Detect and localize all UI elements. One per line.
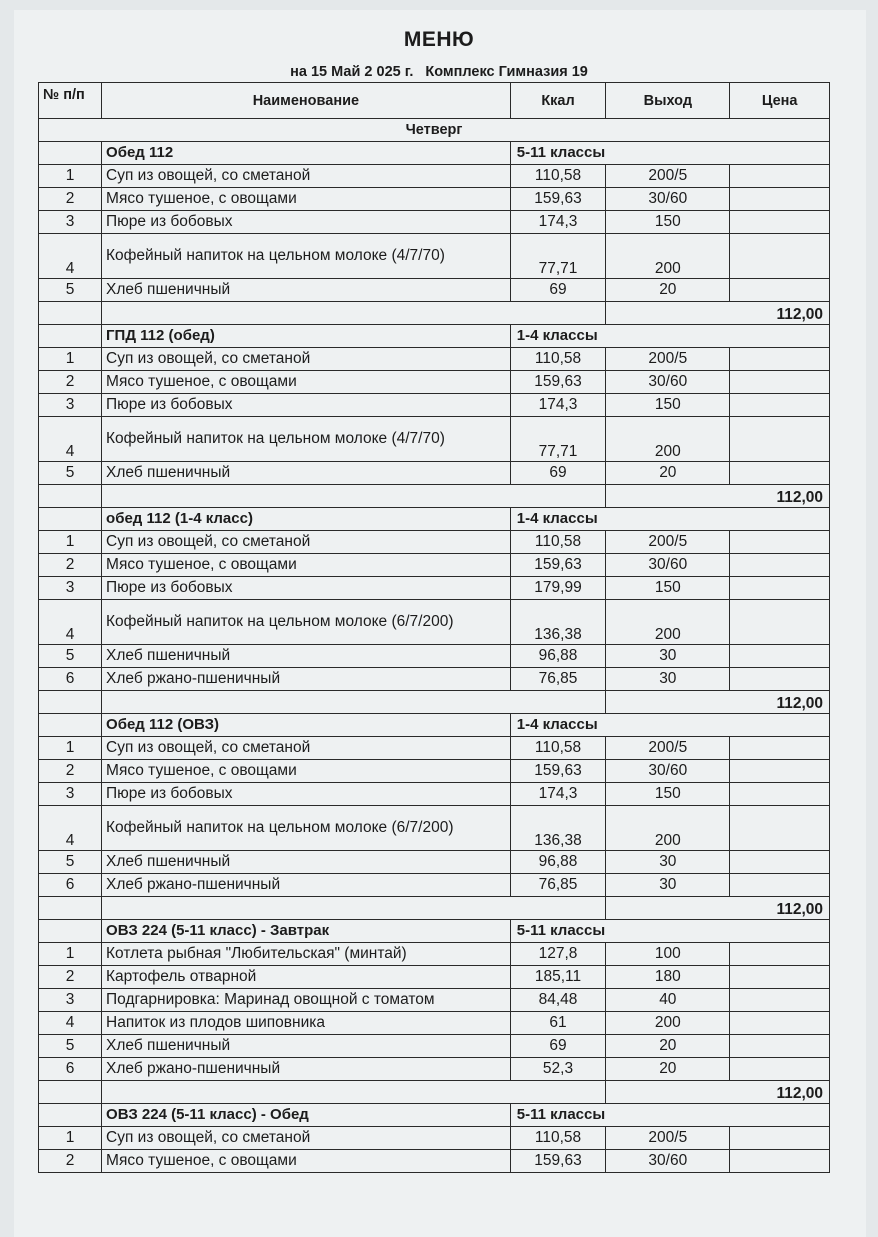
item-yield: 200/5	[606, 1127, 730, 1150]
section-blank-cell	[39, 1104, 102, 1127]
item-yield: 200	[606, 234, 730, 279]
item-yield: 150	[606, 211, 730, 234]
item-name: Хлеб ржано-пшеничный	[102, 668, 511, 691]
menu-complex: Комплекс Гимназия 19	[425, 64, 588, 80]
item-number: 4	[39, 1012, 102, 1035]
item-price	[730, 668, 830, 691]
table-row	[39, 737, 830, 760]
table-row	[39, 1035, 830, 1058]
item-price	[730, 554, 830, 577]
item-name: Мясо тушеное, с овощами	[102, 554, 511, 577]
item-kcal: 96,88	[510, 851, 606, 874]
item-name: Хлеб ржано-пшеничный	[102, 1058, 511, 1081]
item-kcal: 159,63	[510, 760, 606, 783]
section-classes: 1-4 классы	[510, 508, 829, 531]
item-number: 6	[39, 874, 102, 897]
item-name: Пюре из бобовых	[102, 577, 511, 600]
item-number: 1	[39, 1127, 102, 1150]
item-kcal: 76,85	[510, 874, 606, 897]
item-price	[730, 1012, 830, 1035]
item-name: Хлеб пшеничный	[102, 1035, 511, 1058]
item-name: Пюре из бобовых	[102, 211, 511, 234]
item-number: 2	[39, 1150, 102, 1173]
item-number: 5	[39, 1035, 102, 1058]
section-classes: 5-11 классы	[510, 1104, 829, 1127]
page-title: МЕНЮ	[403, 28, 475, 51]
item-yield: 100	[606, 943, 730, 966]
total-blank-cell	[102, 485, 606, 508]
table-row	[39, 668, 830, 691]
item-kcal: 69	[510, 462, 606, 485]
item-price	[730, 783, 830, 806]
table-row	[39, 851, 830, 874]
total-blank-cell	[39, 302, 102, 325]
section-blank-cell	[39, 920, 102, 943]
item-price	[730, 394, 830, 417]
item-number: 2	[39, 188, 102, 211]
item-price	[730, 279, 830, 302]
section-total-row	[39, 485, 830, 508]
item-yield: 30/60	[606, 188, 730, 211]
item-price	[730, 1035, 830, 1058]
section-name: ОВЗ 224 (5-11 класс) - Завтрак	[102, 920, 511, 943]
section-total: 112,00	[606, 302, 830, 325]
item-yield: 30	[606, 668, 730, 691]
item-price	[730, 645, 830, 668]
item-name: Мясо тушеное, с овощами	[102, 1150, 511, 1173]
item-kcal: 110,58	[510, 348, 606, 371]
table-row	[39, 1150, 830, 1173]
item-kcal: 174,3	[510, 394, 606, 417]
table-row	[39, 989, 830, 1012]
item-number: 1	[39, 165, 102, 188]
item-price	[730, 234, 830, 279]
item-kcal: 159,63	[510, 371, 606, 394]
item-yield: 200/5	[606, 531, 730, 554]
item-kcal: 77,71	[510, 417, 606, 462]
item-number: 2	[39, 966, 102, 989]
item-name: Хлеб пшеничный	[102, 462, 511, 485]
menu-table	[38, 82, 830, 1173]
item-yield: 180	[606, 966, 730, 989]
item-kcal: 110,58	[510, 165, 606, 188]
item-yield: 30/60	[606, 760, 730, 783]
item-yield: 150	[606, 394, 730, 417]
item-kcal: 136,38	[510, 600, 606, 645]
item-kcal: 159,63	[510, 554, 606, 577]
item-price	[730, 188, 830, 211]
table-row	[39, 554, 830, 577]
item-number: 5	[39, 645, 102, 668]
header-num: № п/п	[39, 83, 102, 119]
item-kcal: 76,85	[510, 668, 606, 691]
day-label: Четверг	[39, 119, 830, 142]
item-yield: 20	[606, 279, 730, 302]
item-yield: 200	[606, 1012, 730, 1035]
item-name: Мясо тушеное, с овощами	[102, 188, 511, 211]
table-row	[39, 577, 830, 600]
table-row	[39, 1058, 830, 1081]
section-header-row	[39, 714, 830, 737]
item-kcal: 159,63	[510, 1150, 606, 1173]
item-kcal: 77,71	[510, 234, 606, 279]
table-row	[39, 462, 830, 485]
header-name: Наименование	[102, 83, 511, 119]
item-number: 6	[39, 1058, 102, 1081]
item-number: 4	[39, 234, 102, 279]
item-name: Суп из овощей, со сметаной	[102, 348, 511, 371]
table-row	[39, 1012, 830, 1035]
table-row	[39, 783, 830, 806]
section-header-row	[39, 325, 830, 348]
menu-table-body	[39, 119, 830, 1173]
section-total: 112,00	[606, 897, 830, 920]
item-name: Пюре из бобовых	[102, 783, 511, 806]
item-yield: 30/60	[606, 371, 730, 394]
table-row	[39, 371, 830, 394]
table-row	[39, 165, 830, 188]
item-price	[730, 943, 830, 966]
total-blank-cell	[102, 691, 606, 714]
item-name: Суп из овощей, со сметаной	[102, 531, 511, 554]
total-blank-cell	[102, 1081, 606, 1104]
section-classes: 1-4 классы	[510, 325, 829, 348]
item-number: 6	[39, 668, 102, 691]
item-price	[730, 211, 830, 234]
item-kcal: 110,58	[510, 1127, 606, 1150]
item-yield: 200	[606, 417, 730, 462]
item-yield: 150	[606, 783, 730, 806]
item-name: Кофейный напиток на цельном молоке (4/7/70)	[102, 234, 511, 279]
total-blank-cell	[39, 485, 102, 508]
section-name: ГПД 112 (обед)	[102, 325, 511, 348]
item-kcal: 110,58	[510, 531, 606, 554]
page-subtitle	[0, 64, 878, 80]
item-name: Суп из овощей, со сметаной	[102, 1127, 511, 1150]
section-classes: 5-11 классы	[510, 142, 829, 165]
section-name: Обед 112 (ОВЗ)	[102, 714, 511, 737]
item-number: 1	[39, 531, 102, 554]
table-row	[39, 806, 830, 851]
item-number: 5	[39, 851, 102, 874]
item-number: 1	[39, 943, 102, 966]
section-total: 112,00	[606, 485, 830, 508]
item-kcal: 84,48	[510, 989, 606, 1012]
item-kcal: 136,38	[510, 806, 606, 851]
item-price	[730, 1127, 830, 1150]
item-number: 2	[39, 371, 102, 394]
item-price	[730, 989, 830, 1012]
item-number: 3	[39, 211, 102, 234]
item-kcal: 179,99	[510, 577, 606, 600]
item-name: Котлета рыбная "Любительская" (минтай)	[102, 943, 511, 966]
item-name: Кофейный напиток на цельном молоке (6/7/200)	[102, 806, 511, 851]
total-blank-cell	[102, 302, 606, 325]
item-name: Суп из овощей, со сметаной	[102, 737, 511, 760]
section-blank-cell	[39, 508, 102, 531]
day-row	[39, 119, 830, 142]
item-price	[730, 851, 830, 874]
item-kcal: 174,3	[510, 211, 606, 234]
item-price	[730, 371, 830, 394]
table-row	[39, 417, 830, 462]
item-yield: 30	[606, 851, 730, 874]
item-yield: 200/5	[606, 348, 730, 371]
item-number: 2	[39, 554, 102, 577]
section-header-row	[39, 508, 830, 531]
section-blank-cell	[39, 142, 102, 165]
item-name: Хлеб пшеничный	[102, 645, 511, 668]
item-price	[730, 1058, 830, 1081]
item-price	[730, 966, 830, 989]
item-number: 1	[39, 737, 102, 760]
item-price	[730, 462, 830, 485]
item-number: 4	[39, 806, 102, 851]
item-yield: 20	[606, 462, 730, 485]
section-total-row	[39, 1081, 830, 1104]
item-yield: 30/60	[606, 1150, 730, 1173]
section-header-row	[39, 920, 830, 943]
item-number: 3	[39, 394, 102, 417]
item-name: Мясо тушеное, с овощами	[102, 371, 511, 394]
item-yield: 200/5	[606, 165, 730, 188]
item-name: Подгарнировка: Маринад овощной с томатом	[102, 989, 511, 1012]
header-kcal: Ккал	[510, 83, 606, 119]
item-price	[730, 737, 830, 760]
total-blank-cell	[39, 1081, 102, 1104]
item-kcal: 110,58	[510, 737, 606, 760]
table-row	[39, 211, 830, 234]
section-header-row	[39, 1104, 830, 1127]
item-yield: 20	[606, 1058, 730, 1081]
item-kcal: 185,11	[510, 966, 606, 989]
item-yield: 30/60	[606, 554, 730, 577]
item-yield: 200	[606, 600, 730, 645]
item-yield: 20	[606, 1035, 730, 1058]
table-row	[39, 943, 830, 966]
item-price	[730, 577, 830, 600]
item-yield: 150	[606, 577, 730, 600]
table-row	[39, 348, 830, 371]
item-number: 3	[39, 577, 102, 600]
item-yield: 30	[606, 874, 730, 897]
item-name: Кофейный напиток на цельном молоке (6/7/200)	[102, 600, 511, 645]
item-price	[730, 348, 830, 371]
item-yield: 200	[606, 806, 730, 851]
total-blank-cell	[39, 897, 102, 920]
item-name: Напиток из плодов шиповника	[102, 1012, 511, 1035]
item-kcal: 127,8	[510, 943, 606, 966]
item-price	[730, 600, 830, 645]
section-classes: 5-11 классы	[510, 920, 829, 943]
item-number: 1	[39, 348, 102, 371]
item-yield: 30	[606, 645, 730, 668]
table-header-row	[39, 83, 830, 119]
item-kcal: 69	[510, 1035, 606, 1058]
item-number: 5	[39, 462, 102, 485]
table-row	[39, 279, 830, 302]
section-total: 112,00	[606, 1081, 830, 1104]
item-number: 2	[39, 760, 102, 783]
section-name: Обед 112	[102, 142, 511, 165]
item-kcal: 159,63	[510, 188, 606, 211]
section-header-row	[39, 142, 830, 165]
table-row	[39, 1127, 830, 1150]
item-price	[730, 531, 830, 554]
table-row	[39, 394, 830, 417]
item-number: 4	[39, 600, 102, 645]
item-kcal: 61	[510, 1012, 606, 1035]
section-blank-cell	[39, 714, 102, 737]
item-name: Суп из овощей, со сметаной	[102, 165, 511, 188]
item-kcal: 96,88	[510, 645, 606, 668]
item-price	[730, 165, 830, 188]
header-price: Цена	[730, 83, 830, 119]
table-row	[39, 966, 830, 989]
table-row	[39, 531, 830, 554]
item-number: 3	[39, 783, 102, 806]
item-name: Кофейный напиток на цельном молоке (4/7/70)	[102, 417, 511, 462]
section-name: обед 112 (1-4 класс)	[102, 508, 511, 531]
section-total-row	[39, 897, 830, 920]
section-blank-cell	[39, 325, 102, 348]
item-yield: 200/5	[606, 737, 730, 760]
item-name: Хлеб пшеничный	[102, 279, 511, 302]
item-name: Картофель отварной	[102, 966, 511, 989]
item-price	[730, 417, 830, 462]
section-name: ОВЗ 224 (5-11 класс) - Обед	[102, 1104, 511, 1127]
table-row	[39, 188, 830, 211]
section-total-row	[39, 691, 830, 714]
item-yield: 40	[606, 989, 730, 1012]
item-number: 5	[39, 279, 102, 302]
section-total-row	[39, 302, 830, 325]
item-kcal: 52,3	[510, 1058, 606, 1081]
section-classes: 1-4 классы	[510, 714, 829, 737]
menu-date: на 15 Май 2 025 г.	[290, 64, 414, 80]
item-number: 3	[39, 989, 102, 1012]
table-row	[39, 760, 830, 783]
table-row	[39, 645, 830, 668]
item-number: 4	[39, 417, 102, 462]
table-row	[39, 874, 830, 897]
item-price	[730, 874, 830, 897]
item-price	[730, 1150, 830, 1173]
item-name: Хлеб ржано-пшеничный	[102, 874, 511, 897]
total-blank-cell	[102, 897, 606, 920]
table-row	[39, 234, 830, 279]
header-yield: Выход	[606, 83, 730, 119]
item-kcal: 69	[510, 279, 606, 302]
item-price	[730, 760, 830, 783]
total-blank-cell	[39, 691, 102, 714]
item-kcal: 174,3	[510, 783, 606, 806]
item-name: Мясо тушеное, с овощами	[102, 760, 511, 783]
item-name: Хлеб пшеничный	[102, 851, 511, 874]
item-name: Пюре из бобовых	[102, 394, 511, 417]
table-row	[39, 600, 830, 645]
section-total: 112,00	[606, 691, 830, 714]
item-price	[730, 806, 830, 851]
